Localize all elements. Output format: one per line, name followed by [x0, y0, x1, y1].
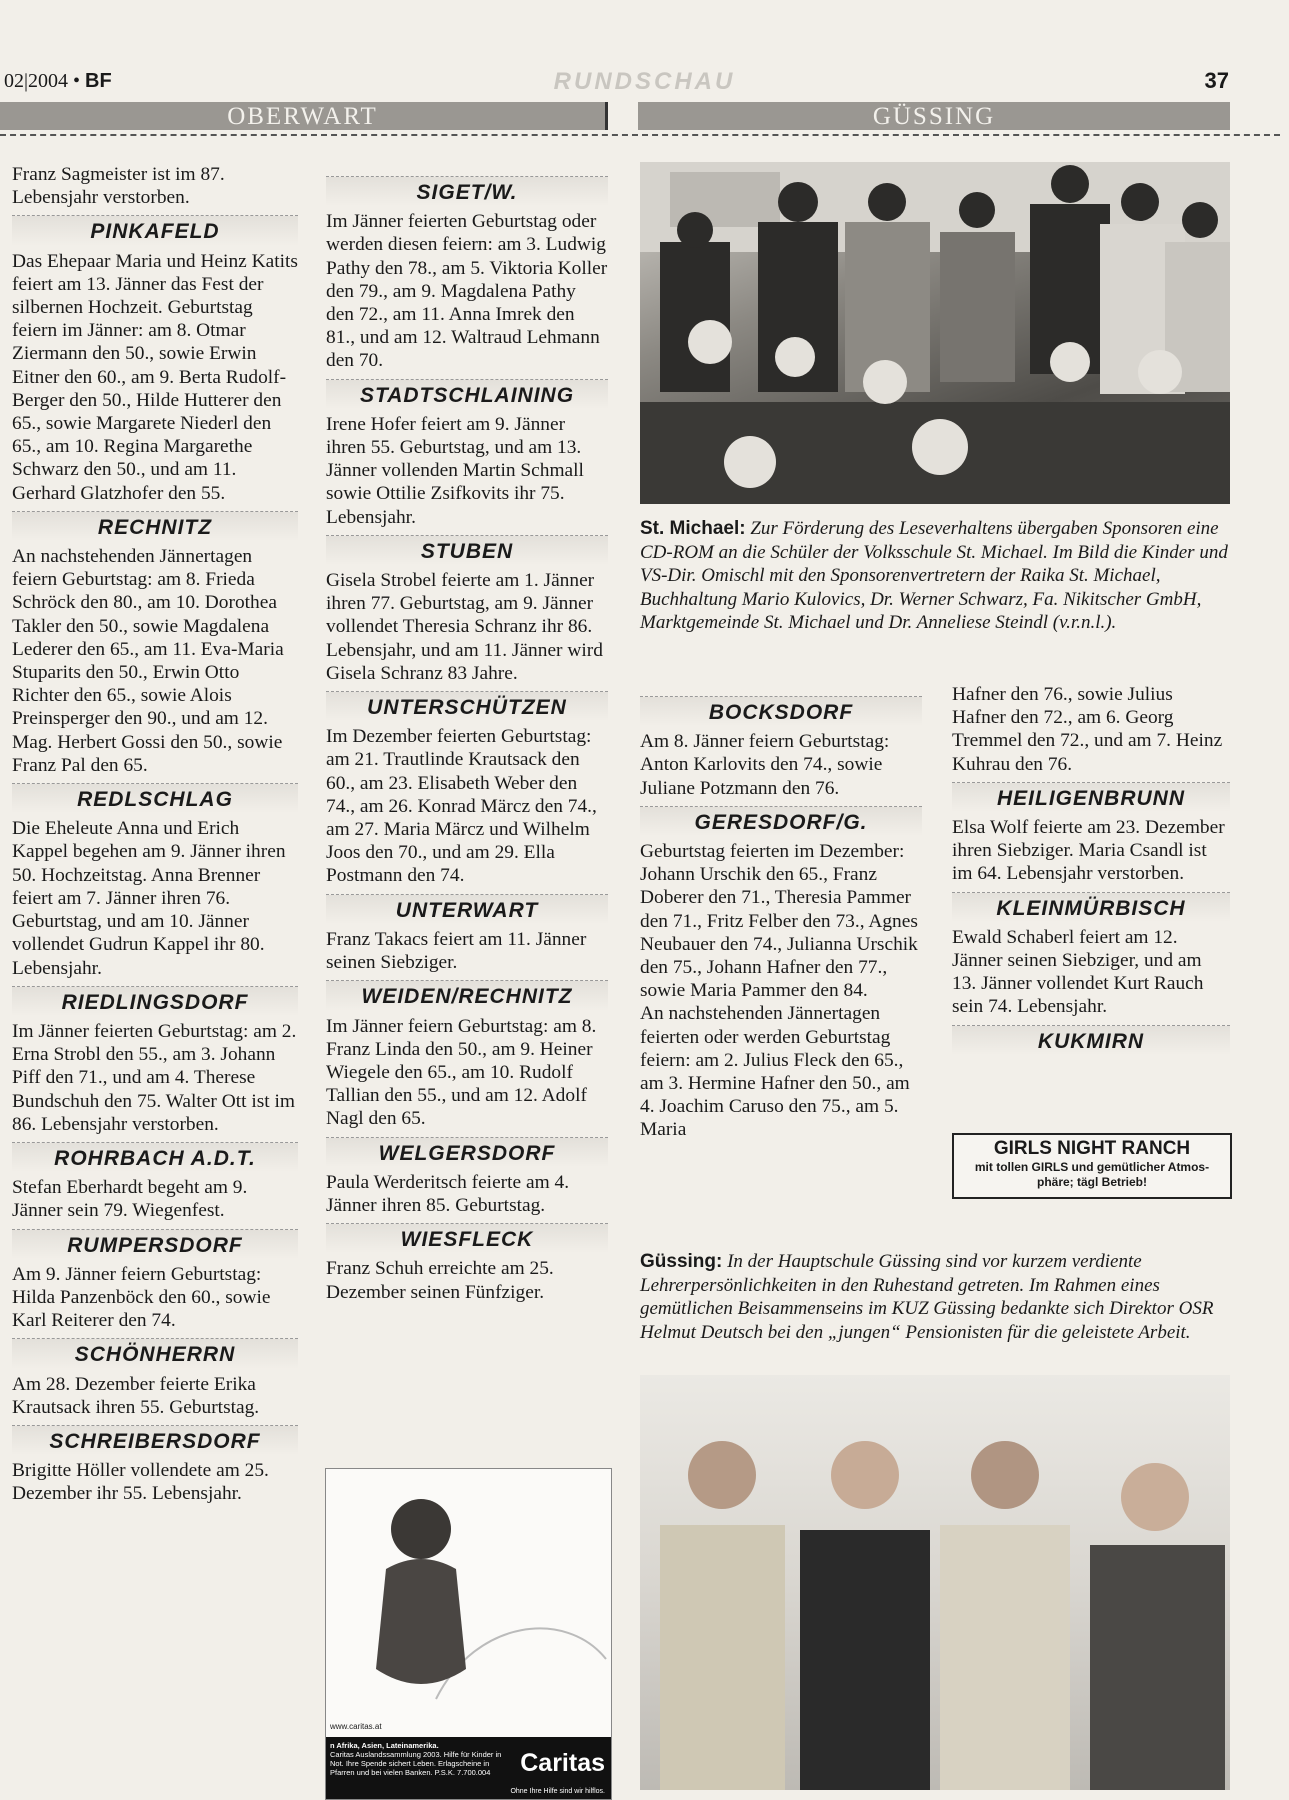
teachers-photo-illustration: [640, 1375, 1230, 1790]
article-text: Hafner den 76., sowie Julius Hafner den 72., am 6. Georg Tremmel den 72., und am 7. Heinz Kuhrau den 76.: [952, 684, 1223, 775]
photo-st-michael: [640, 162, 1230, 504]
article-text: Franz Schuh erreichte am 25. Dezember seinen Fünfziger.: [326, 1258, 554, 1303]
location-heading: KUKMIRN: [952, 1025, 1230, 1055]
location-heading: SCHÖNHERRN: [12, 1338, 298, 1368]
location-heading: GERESDORF/G.: [640, 806, 922, 836]
location-heading: UNTERWART: [326, 894, 608, 924]
article-text: An nachstehenden Jännertagen feierten oder werden Geburtstag feiern: am 2. Julius Fleck den 65., am 3. Hermine Hafner den 50., am 4. Joachim Caruso den 75., am 5. Maria: [640, 1003, 910, 1141]
location-heading: RECHNITZ: [12, 511, 298, 541]
band-divider: [605, 102, 641, 130]
article-text: Gisela Strobel feierte am 1. Jänner ihren 77. Geburtstag, am 9. Jänner vollendet Theresia Schranz ihr 86. Lebensjahr, und am 11. Jänner wird Gisela Schranz 83 Jahre.: [326, 570, 603, 684]
group-photo-illustration: [640, 162, 1230, 504]
location-heading: HEILIGENBRUNN: [952, 782, 1230, 812]
article-text: Im Jänner feierten Geburtstag oder werden diesen feiern: am 3. Ludwig Pathy den 78., am 5. Viktoria Koller den 79., am 9. Magdalena Pathy den 72., am 11. Anna Imrek den 81., und am 12. Waltraud Lehmann den 70.: [326, 211, 608, 372]
article-text: Elsa Wolf feierte am 23. Dezember ihren Siebziger. Maria Csandl ist im 64. Lebensjahr verstorben.: [952, 817, 1225, 885]
location-heading: STADTSCHLAINING: [326, 379, 608, 409]
region-band-guessing: GÜSSING: [638, 102, 1230, 130]
location-heading: RIEDLINGSDORF: [12, 986, 298, 1016]
child-illustration: [326, 1469, 611, 1719]
article-text: Das Ehepaar Maria und Heinz Katits feiert am 13. Jänner das Fest der silbernen Hochzeit. Geburtstag feiern im Jänner: am 8. Otmar Ziermann den 50., sowie Erwin Eitner den 60., am 9. Berta Rudolf-Berger den 50., Hilde Hutterer den 65., sowie Margarete Niederl den 65., am 10. Regina Margarethe Schwarz den 50., und am 11. Gerhard Glatzhofer den 55.: [12, 250, 298, 504]
ad-girls-night-ranch: GIRLS NIGHT RANCH mit tollen GIRLS und gemütlicher Atmos- phäre; tägl Betrieb!: [952, 1133, 1232, 1199]
location-heading: SCHREIBERSDORF: [12, 1425, 298, 1455]
location-heading: PINKAFELD: [12, 215, 298, 245]
article-text: Geburtstag feierten im Dezember: Johann Urschik den 65., Franz Doberer den 71., Theresia Pammer den 71., Fritz Felber den 73., Agnes Neubauer den 74., Julianna Urschik den 75., Johann Hafner den 77., sowie Maria Pammer den 84.: [640, 841, 918, 1002]
issue-info: 02|2004 • BF: [4, 70, 112, 92]
section-title: RUNDSCHAU: [553, 68, 736, 95]
location-heading: ROHRBACH A.D.T.: [12, 1142, 298, 1172]
location-heading: STUBEN: [326, 535, 608, 565]
ad-caritas: www.caritas.at n Afrika, Asien, Lateinamerika. Caritas Auslandssammlung 2003. Hilfe für Kinder in Not. Ihre Spende sichert Leben. Erlagscheine in Pfarren und bei vielen Banken. P.S.K. 7.700.004 Caritas Ohne Ihre Hilfe sind wir hilflos.: [325, 1468, 612, 1800]
article-text: Die Eheleute Anna und Erich Kappel begehen am 9. Jänner ihren 50. Hochzeitstag. Anna Brenner feiert am 7. Jänner ihren 76. Geburtstag, und am 10. Jänner vollendet Gudrun Kappel ihr 80. Lebensjahr.: [12, 818, 286, 979]
column-3: [640, 690, 922, 1142]
photo-guessing: [640, 1375, 1230, 1790]
article-text: Im Dezember feierten Geburtstag: am 21. Trautlinde Krautsack den 60., am 23. Elisabeth Weber den 74., am 26. Konrad Märcz den 74., am 27. Maria Märcz und Wilhelm Joos den 70., und am 29. Ella Postmann den 74.: [326, 726, 597, 887]
location-heading: WIESFLECK: [326, 1223, 608, 1253]
header-rule: [0, 134, 1280, 136]
caritas-footer: n Afrika, Asien, Lateinamerika. Caritas Auslandssammlung 2003. Hilfe für Kinder in Not. Ihre Spende sichert Leben. Erlagscheine in Pfarren und bei vielen Banken. P.S.K. 7.700.004 Caritas Ohne Ihre Hilfe sind wir hilflos.: [326, 1737, 611, 1799]
caption-guessing: Güssing: In der Hauptschule Güssing sind vor kurzem verdiente Lehrerpersönlichkeiten in den Ruhestand getreten. Im Rahmen eines gemütlichen Beisammenseins im KUZ Güssing bedankte sich Direktor OSR Helmut Deutsch bei den „jungen“ Pensionisten für die geleistete Arbeit.: [640, 1251, 1214, 1343]
article-text: Brigitte Höller vollendete am 25. Dezember ihr 55. Lebensjahr.: [12, 1460, 269, 1505]
article-text: Im Jänner feierten Geburtstag: am 2. Erna Strobl den 55., am 3. Johann Piff den 71., und am 4. Therese Bundschuh den 75. Walter Ott ist im 86. Lebensjahr verstorben.: [12, 1020, 297, 1135]
location-heading: BOCKSDORF: [640, 696, 922, 726]
article-text: Franz Sagmeister ist im 87. Lebensjahr verstorben.: [12, 164, 225, 209]
caption-st-michael: St. Michael: Zur Förderung des Leseverhaltens übergaben Sponsoren eine CD-ROM an die Schüler der Volksschule St. Michael. Im Bild die Kinder und VS-Dir. Omischl mit den Sponsorenvertretern der Raika St. Michael, Buchhaltung Mario Kulovics, Dr. Werner Schwarz, Fa. Nikitscher GmbH, Marktgemeinde St. Michael und Dr. Anneliese Steindl (v.r.n.l.).: [640, 518, 1228, 633]
location-heading: RUMPERSDORF: [12, 1229, 298, 1259]
location-heading: SIGET/W.: [326, 176, 608, 206]
column-1: [12, 163, 298, 1506]
article-text: Am 9. Jänner feiern Geburtstag: Hilda Panzenböck den 60., sowie Karl Reiterer den 74.: [12, 1263, 271, 1332]
location-heading: KLEINMÜRBISCH: [952, 892, 1230, 922]
column-4: [952, 683, 1230, 1059]
location-heading: WELGERSDORF: [326, 1137, 608, 1167]
article-text: An nachstehenden Jännertagen feiern Geburtstag: am 8. Frieda Schröck den 80., am 10. Dorothea Takler den 50., sowie Magdalena Lederer den 65., am 11. Eva-Maria Stuparits den 50., Erwin Otto Richter den 65., sowie Alois Preinsperger den 90., und am 12. Mag. Herbert Gossi den 50., sowie Franz Pal den 65.: [12, 546, 284, 776]
caritas-logo: Caritas: [520, 1749, 605, 1777]
article-text: Am 28. Dezember feierte Erika Krautsack ihren 55. Geburtstag.: [12, 1373, 260, 1418]
region-band-oberwart: OBERWART: [0, 102, 605, 130]
article-text: Paula Werderitsch feierte am 4. Jänner ihren 85. Geburtstag.: [326, 1171, 570, 1216]
article-text: Am 8. Jänner feiern Geburtstag: Anton Karlovits den 74., sowie Juliane Potzmann den 76.: [640, 731, 890, 799]
article-text: Irene Hofer feiert am 9. Jänner ihren 55. Geburtstag, und am 13. Jänner vollenden Martin Schmall sowie Ottilie Zsifkovits ihr 75. Lebensjahr.: [326, 413, 584, 528]
article-text: Im Jänner feiern Geburtstag: am 8. Franz Linda den 50., am 9. Heiner Wiegele den 65., am 10. Rudolf Tallian den 55., und am 12. Adolf Nagl den 65.: [326, 1015, 597, 1130]
location-heading: WEIDEN/RECHNITZ: [326, 980, 608, 1010]
location-heading: REDLSCHLAG: [12, 783, 298, 813]
article-text: Stefan Eberhardt begeht am 9. Jänner sein 79. Wiegenfest.: [12, 1177, 248, 1222]
location-heading: UNTERSCHÜTZEN: [326, 691, 608, 721]
article-text: Franz Takacs feiert am 11. Jänner seinen Siebziger.: [326, 928, 587, 974]
page-number: 37: [1204, 68, 1229, 93]
article-text: Ewald Schaberl feiert am 12. Jänner seinen Siebziger, und am 13. Jänner vollendet Kurt Rauch sein 74. Lebensjahr.: [952, 926, 1204, 1018]
column-2: [326, 170, 608, 1304]
